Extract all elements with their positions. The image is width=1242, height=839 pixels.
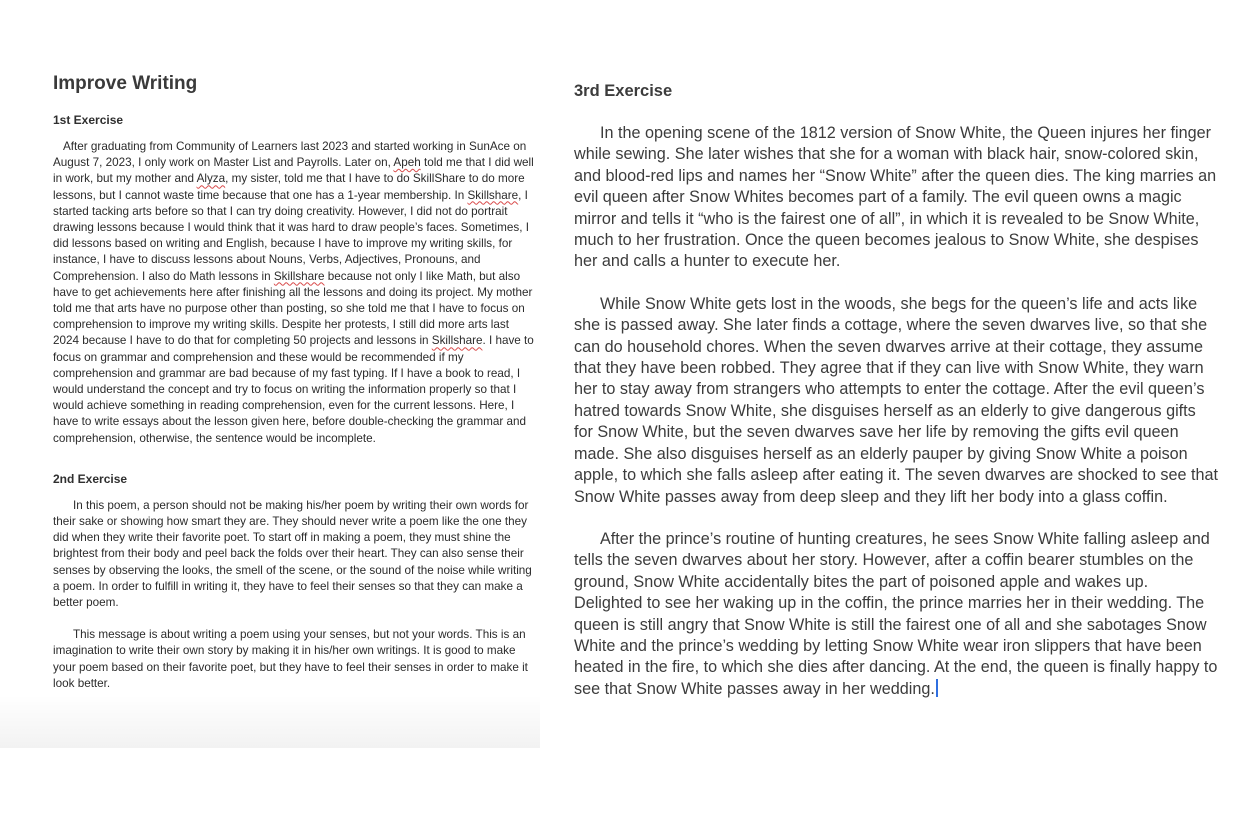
spacer <box>53 447 538 472</box>
exercise-1-paragraph <box>53 139 538 447</box>
text-run: told me that I did well in work, but my mother and <box>53 156 534 186</box>
text-run: After the prince’s routine of hunting creatures, he sees Snow White falling asleep and tells the seven dwarves about her story. However, after a coffin bearer stumbles on the ground, Snow White accidentally bites the part of poisoned apple and wakes up. Delighted to see her waking up in the coffin, the prince marries her in their wedding. The queen is still angry that Snow White is still the fairest one of all and she sabotages Snow White and the prince’s wedding by letting Snow White wear iron slippers that have been heated in the fire, to which she dies after dancing. At the end, the queen is finally happy to see that Snow White passes away in her wedding. <box>574 529 1218 698</box>
text-run: After graduating from Community of Learners last 2023 and started working in SunAce on August 7, 2023, I only work on Master List and Payrolls. Later on, <box>53 140 527 170</box>
misspelled-word[interactable]: Apeh <box>393 156 421 170</box>
exercise-2-paragraph-2: This message is about writing a poem using your senses, but not your words. This is an imagination to write their own story by making it in his/her own writings. It is good to make your poem based on their favorite poet, but they have to feel their senses in order to make it look better. <box>53 628 528 690</box>
spacer <box>574 273 1218 294</box>
exercise-3-paragraph-3 <box>574 529 1218 700</box>
text-run: , my sister, told me that I have to do SkillShare to do more lessons, but I cannot waste time because that one has a 1-year membership. In <box>53 172 525 202</box>
text-run: . I have to focus on grammar and comprehension and these would be recommended if my comprehension and grammar are bad because of my fast typing. If I have a book to read, I would understand the concept and try to focus on writing the information properly so that I would achieve something in reading comprehension, even for the current lessons. Here, I have to write essays about the lesson given here, before double-checking the grammar and comprehension, otherwise, the sentence would be incomplete. <box>53 334 534 445</box>
exercise-3-paragraph-2: While Snow White gets lost in the woods, she begs for the queen’s life and acts like she is passed away. She later finds a cottage, where the seven dwarves live, so that she can do household chores. When the seven dwarves arrive at their cottage, they assume that they have been robbed. They agree that if they can live with Snow White, they warn her to stay away from strangers who attempts to enter the cottage. After the evil queen’s hatred towards Snow White, she disguises herself as an elderly to give dangerous gifts for Snow White, but the seven dwarves save her life by removing the gifts evil queen made. She also disguises herself as an elderly pauper by giving Snow White a poison apple, to which she falls asleep after eating it. The seven dwarves are shocked to see that Snow White passes away from deep sleep and they lift her body into a glass coffin. <box>574 294 1218 506</box>
document-title: Improve Writing <box>53 73 198 94</box>
misspelled-word[interactable]: Alyza <box>196 172 226 186</box>
text-run: because not only I like Math, but also have to get achievements here after finishing all the lessons and doing its project. My mother told me that arts have no purpose other than posting, so she told me that I have to focus on comprehension to improve my writing skills. Despite her protests, I still did more arts last 2024 because I have to do that for completing 50 projects and lessons in <box>53 269 533 348</box>
exercise-3-paragraph-1: In the opening scene of the 1812 version of Snow White, the Queen injures her finger while sewing. She later wishes that she for a woman with black hair, snow-colored skin, and blood-red lips and names her “Snow White” after the queen dies. The king marries an evil queen after Snow Whites becomes part of a family. The evil queen owns a magic mirror and tells it “who is the fairest one of all”, in which it is revealed to be Snow White, much to her frustration. Once the queen becomes jealous to Snow White, she despises her and calls a hunter to execute her. <box>574 124 1217 271</box>
misspelled-word[interactable]: Skillshare <box>467 188 519 202</box>
misspelled-word[interactable]: Skillshare <box>273 269 325 283</box>
spacer <box>574 508 1218 529</box>
right-document-content[interactable] <box>574 80 1218 700</box>
spacer <box>53 611 538 627</box>
exercise-1-heading: 1st Exercise <box>53 113 124 127</box>
exercise-2-paragraph-1: In this poem, a person should not be making his/her poem by writing their own words for their sake or showing how smart they are. They should never write a poem like the one they did when they write their favorite poet. To start off in making a poem, they must shine the brightest from their body and peel back the folds over their heart. They can also sense their senses by observing the looks, the smell of the scene, or the sound of the noise while writing a poem. In order to fulfill in writing it, they have to feel their senses so that they can make a better poem. <box>53 498 532 610</box>
text-cursor <box>936 679 938 697</box>
left-document-page <box>0 0 540 748</box>
misspelled-word[interactable]: Skillshare <box>431 334 483 348</box>
exercise-2-heading: 2nd Exercise <box>53 471 128 486</box>
exercise-3-heading: 3rd Exercise <box>574 82 673 100</box>
left-document-content[interactable] <box>53 72 538 692</box>
text-run: , I started tacking arts before so that I can try doing creativity. However, I did not do portrait drawing lessons because I would think that it was hard to draw people’s faces. Sometimes, I did lessons based on writing and English, because I have to improve my writing skills, for instance, I have to discuss lessons about Nouns, Verbs, Adjectives, Pronouns, and Comprehension. I also do Math lessons in <box>53 188 529 283</box>
